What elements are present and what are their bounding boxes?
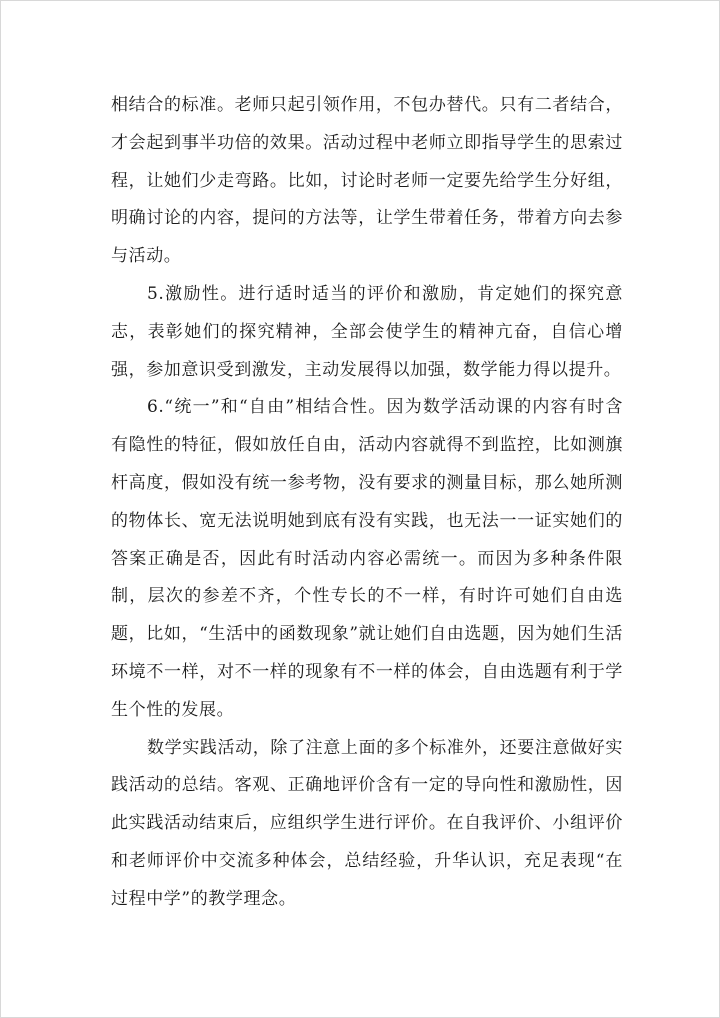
- paragraph-summary: 数学实践活动，除了注意上面的多个标准外，还要注意做好实践活动的总结。客观、正确地评价含有一定的导向性和激励性，因此实践活动结束后，应组织学生进行评价。在自我评价、小组评价和老师评价中交流多种体会，总结经验，升华认识，充足表现“在过程中学”的教学理念。: [111, 737, 623, 909]
- paragraph-incentive: 5.激励性。进行适时适当的评价和激励，肯定她们的探究意志，表彰她们的探究精神，全部会使学生的精神亢奋，自信心增强，参加意识受到激发，主动发展得以加强，数学能力得以提升。: [111, 283, 623, 380]
- document-body: [111, 87, 623, 919]
- paragraph-unity-freedom: 6.“统一”和“自由”相结合性。因为数学活动课的内容有时含有隐性的特征，假如放任自由，活动内容就得不到监控，比如测旗杆高度，假如没有统一参考物，没有要求的测量目标，那么她所测的物体长、宽无法说明她到底有没有实践，也无法一一证实她们的答案正确是否，因此有时活动内容必需统一。而因为多种条件限制，层次的参差不齐，个性专长的不一样，有时许可她们自由选题，比如，“生活中的函数现象”就让她们自由选题，因为她们生活环境不一样，对不一样的现象有不一样的体会，自由选题有利于学生个性的发展。: [111, 397, 623, 720]
- paragraph-continuation: 相结合的标准。老师只起引领作用，不包办替代。只有二者结合，才会起到事半功倍的效果。活动过程中老师立即指导学生的思索过程，让她们少走弯路。比如，讨论时老师一定要先给学生分好组，明确讨论的内容，提问的方法等，让学生带着任务，带着方向去参与活动。: [111, 95, 623, 267]
